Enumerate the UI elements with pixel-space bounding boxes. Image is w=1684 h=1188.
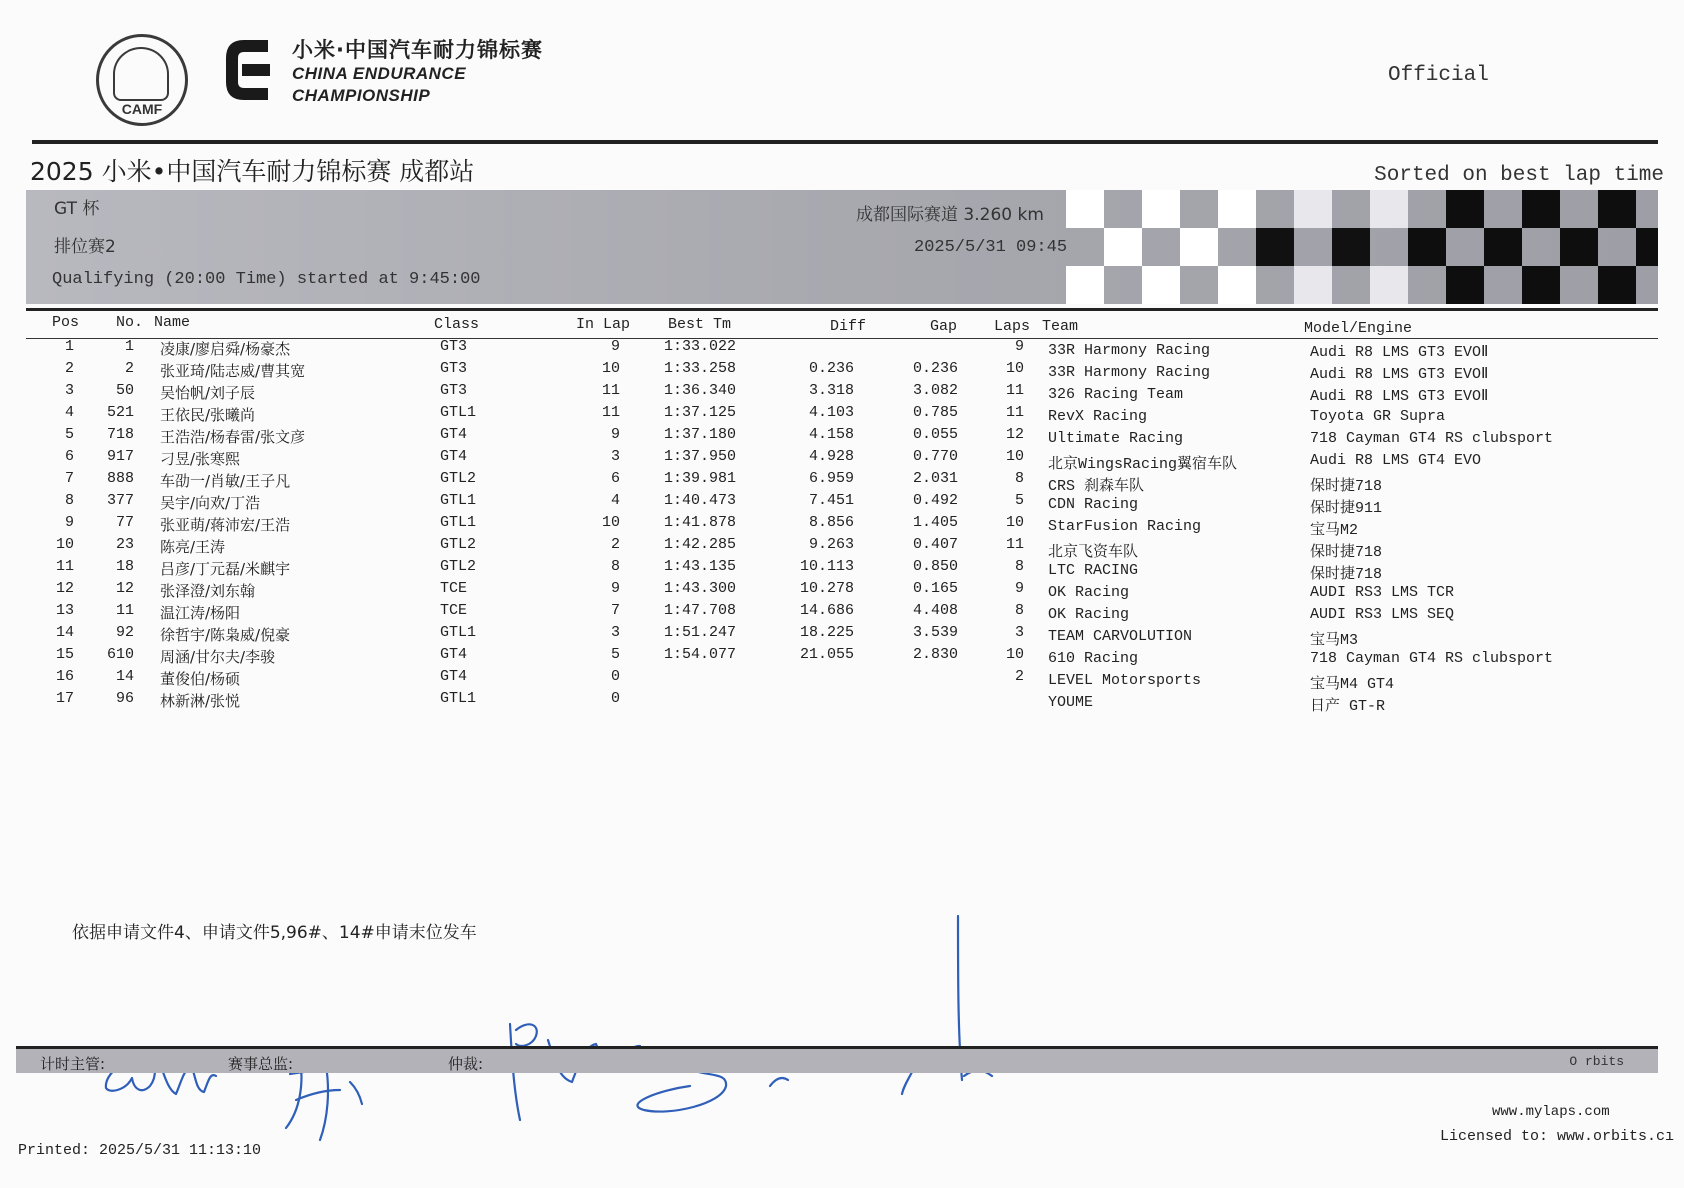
cell-laps: 10: [1005, 448, 1024, 465]
cell-diff: 3.318: [808, 382, 854, 399]
cell-cls: GT4: [440, 448, 468, 465]
cell-laps: 11: [1005, 536, 1024, 553]
cell-pos: 1: [64, 338, 74, 355]
col-model: Model/Engine: [1304, 320, 1413, 337]
cell-best: 1:37.180: [664, 426, 737, 443]
cec-logo-icon: [222, 36, 274, 104]
cell-team: CDN Racing: [1048, 496, 1139, 513]
cell-best: 1:51.247: [664, 624, 737, 641]
header-divider: [32, 140, 1658, 144]
table-row: [0, 646, 1684, 668]
cell-pos: 8: [64, 492, 74, 509]
cell-cls: GTL1: [440, 514, 477, 531]
cell-pos: 15: [55, 646, 74, 663]
cell-laps: 8: [1014, 602, 1024, 619]
flag-square: [1066, 190, 1104, 228]
cell-pos: 14: [55, 624, 74, 641]
cell-no: 1: [124, 338, 134, 355]
cell-cls: GT4: [440, 668, 468, 685]
cell-no: 18: [115, 558, 134, 575]
cell-laps: 5: [1014, 492, 1024, 509]
license-info: Licensed to: www.orbits.cı: [1440, 1128, 1675, 1145]
cell-gap: 1.405: [912, 514, 958, 531]
cell-gap: 0.236: [912, 360, 958, 377]
cell-in-lap: 6: [610, 470, 620, 487]
cell-model: Audi R8 LMS GT3 EVOⅡ: [1310, 366, 1489, 383]
cell-model: 保时捷718: [1310, 544, 1383, 561]
cell-model: AUDI RS3 LMS TCR: [1310, 584, 1455, 601]
cell-cls: GT3: [440, 382, 468, 399]
cell-diff: 10.113: [799, 558, 854, 575]
cell-diff: 4.158: [808, 426, 854, 443]
signature-bar: [16, 1046, 1658, 1073]
cell-model: 保时捷718: [1310, 566, 1383, 583]
cell-pos: 16: [55, 668, 74, 685]
cell-name: 刁昱/张寒熙: [160, 450, 241, 468]
cell-cls: GT3: [440, 360, 468, 377]
cell-cls: GTL1: [440, 492, 477, 509]
seal-text: CAMF: [121, 101, 163, 117]
cell-team: OK Racing: [1048, 584, 1130, 601]
cell-pos: 2: [64, 360, 74, 377]
cell-best: 1:37.950: [664, 448, 737, 465]
table-row: [0, 338, 1684, 360]
cell-gap: 2.031: [912, 470, 958, 487]
cell-team: 北京飞资车队: [1048, 544, 1139, 561]
flag-square: [1218, 190, 1256, 228]
cell-laps: 2: [1014, 668, 1024, 685]
cell-laps: 11: [1005, 404, 1024, 421]
cell-model: 718 Cayman GT4 RS clubsport: [1310, 650, 1554, 667]
cell-diff: 10.278: [799, 580, 854, 597]
cell-model: 日产 GT-R: [1310, 698, 1386, 715]
sort-note: Sorted on best lap time: [1374, 164, 1664, 187]
cell-diff: 18.225: [799, 624, 854, 641]
cell-no: 888: [106, 470, 134, 487]
cell-pos: 12: [55, 580, 74, 597]
cell-cls: GTL1: [440, 690, 477, 707]
series-name: GT 杯: [54, 199, 100, 219]
cell-diff: 9.263: [808, 536, 854, 553]
cell-cls: GTL2: [440, 536, 477, 553]
cell-model: Toyota GR Supra: [1310, 408, 1446, 425]
flag-square: [1142, 190, 1180, 228]
cell-cls: GT4: [440, 646, 468, 663]
cell-laps: 11: [1005, 382, 1024, 399]
cell-in-lap: 2: [610, 536, 620, 553]
cell-diff: 8.856: [808, 514, 854, 531]
flag-square: [1256, 228, 1294, 266]
cell-in-lap: 3: [610, 624, 620, 641]
cell-best: 1:42.285: [664, 536, 737, 553]
session-banner: [26, 190, 1658, 304]
cell-in-lap: 9: [610, 580, 620, 597]
cell-team: OK Racing: [1048, 606, 1130, 623]
cell-model: Audi R8 LMS GT3 EVOⅡ: [1310, 344, 1489, 361]
cell-gap: 0.770: [912, 448, 958, 465]
cell-name: 张亚琦/陆志威/曹其宽: [160, 362, 306, 380]
cell-laps: 12: [1005, 426, 1024, 443]
cell-model: 宝马M4 GT4: [1310, 676, 1395, 693]
cell-name: 徐哲宇/陈枭威/倪豪: [160, 626, 291, 644]
table-row: [0, 536, 1684, 561]
cell-in-lap: 8: [610, 558, 620, 575]
session-info: Qualifying (20:00 Time) started at 9:45:00: [52, 270, 481, 289]
table-row: [0, 514, 1684, 539]
cell-name: 吴怡帆/刘子辰: [160, 384, 256, 402]
cell-no: 92: [115, 624, 134, 641]
cell-model: 保时捷718: [1310, 478, 1383, 495]
cell-gap: 0.492: [912, 492, 958, 509]
table-row: [0, 558, 1684, 583]
cell-cls: TCE: [440, 580, 468, 597]
cell-no: 96: [115, 690, 134, 707]
cell-pos: 6: [64, 448, 74, 465]
cell-in-lap: 9: [610, 426, 620, 443]
brand-name-cn: 小米·中国汽车耐力锦标赛: [292, 38, 543, 62]
cell-team: YOUME: [1048, 694, 1094, 711]
cell-cls: TCE: [440, 602, 468, 619]
flag-square: [1446, 190, 1484, 228]
start-order-note: 依据申请文件4、申请文件5,96#、14#申请末位发车: [72, 923, 477, 943]
cell-laps: 9: [1014, 580, 1024, 597]
cell-in-lap: 7: [610, 602, 620, 619]
cell-best: 1:33.258: [664, 360, 737, 377]
cell-pos: 7: [64, 470, 74, 487]
table-row: [0, 404, 1684, 426]
flag-square: [1142, 266, 1180, 304]
flag-square: [1636, 228, 1658, 266]
col-name: Name: [154, 314, 191, 331]
table-row: [0, 602, 1684, 624]
cell-model: 718 Cayman GT4 RS clubsport: [1310, 430, 1554, 447]
cell-pos: 13: [55, 602, 74, 619]
cell-cls: GTL1: [440, 624, 477, 641]
table-row: [0, 580, 1684, 602]
cell-name: 吕彦/丁元磊/米麒宇: [160, 560, 291, 578]
flag-square: [1104, 228, 1142, 266]
brand-name-en-line1: CHINA ENDURANCE: [292, 64, 467, 83]
col-gap: Gap: [930, 318, 958, 335]
cell-pos: 3: [64, 382, 74, 399]
col-no: No.: [116, 314, 144, 331]
cell-cls: GTL2: [440, 470, 477, 487]
cell-laps: 8: [1014, 558, 1024, 575]
cell-gap: 2.830: [912, 646, 958, 663]
flag-square: [1598, 266, 1636, 304]
col-laps: Laps: [994, 318, 1031, 335]
cell-model: 保时捷911: [1310, 500, 1383, 517]
cell-no: 521: [106, 404, 134, 421]
cell-pos: 10: [55, 536, 74, 553]
cell-diff: 4.103: [808, 404, 854, 421]
cell-team: 33R Harmony Racing: [1048, 342, 1211, 359]
cell-no: 77: [115, 514, 134, 531]
col-diff: Diff: [830, 318, 867, 335]
cell-team: RevX Racing: [1048, 408, 1148, 425]
cell-best: 1:39.981: [664, 470, 737, 487]
cell-model: Audi R8 LMS GT3 EVOⅡ: [1310, 388, 1489, 405]
cell-team: LEVEL Motorsports: [1048, 672, 1202, 689]
cell-model: AUDI RS3 LMS SEQ: [1310, 606, 1455, 623]
flag-square: [1370, 266, 1408, 304]
table-row: [0, 668, 1684, 693]
cell-laps: 10: [1005, 646, 1024, 663]
cell-laps: 10: [1005, 514, 1024, 531]
flag-square: [1598, 190, 1636, 228]
cell-laps: 10: [1005, 360, 1024, 377]
cell-no: 12: [115, 580, 134, 597]
cell-name: 吴宇/向欢/丁浩: [160, 494, 261, 512]
cell-name: 张泽澄/刘东翰: [160, 582, 256, 600]
cell-best: 1:37.125: [664, 404, 737, 421]
cell-pos: 17: [55, 690, 74, 707]
cell-diff: 6.959: [808, 470, 854, 487]
cell-no: 14: [115, 668, 134, 685]
cell-best: 1:43.135: [664, 558, 737, 575]
cell-name: 周涵/甘尔夫/李骏: [160, 648, 276, 666]
cell-no: 50: [115, 382, 134, 399]
cell-diff: 7.451: [808, 492, 854, 509]
session-datetime: 2025/5/31 09:45: [914, 238, 1068, 257]
cell-model: Audi R8 LMS GT4 EVO: [1310, 452, 1482, 469]
cell-best: 1:43.300: [664, 580, 737, 597]
col-best-tm: Best Tm: [668, 316, 732, 333]
cell-team: TEAM CARVOLUTION: [1048, 628, 1193, 645]
cell-model: 宝马M2: [1310, 522, 1359, 539]
cell-best: 1:54.077: [664, 646, 737, 663]
cell-team: 33R Harmony Racing: [1048, 364, 1211, 381]
cell-in-lap: 11: [601, 404, 620, 421]
cell-name: 陈亮/王涛: [160, 538, 226, 556]
cell-in-lap: 11: [601, 382, 620, 399]
cell-gap: 0.165: [912, 580, 958, 597]
cell-model: 宝马M3: [1310, 632, 1359, 649]
steward-label: 仲裁:: [448, 1055, 484, 1073]
cell-gap: 3.082: [912, 382, 958, 399]
cell-name: 凌康/廖启舜/杨豪杰: [160, 340, 291, 358]
cell-name: 王浩浩/杨春雷/张文彦: [160, 428, 306, 446]
great-wall-icon: [113, 47, 169, 101]
cell-team: StarFusion Racing: [1048, 518, 1202, 535]
table-row: [0, 382, 1684, 404]
brand-name-en-line2: CHAMPIONSHIP: [292, 86, 431, 105]
cell-in-lap: 9: [610, 338, 620, 355]
cell-in-lap: 10: [601, 514, 620, 531]
cell-laps: 3: [1014, 624, 1024, 641]
flag-square: [1370, 190, 1408, 228]
cell-team: 326 Racing Team: [1048, 386, 1184, 403]
timing-chief-label: 计时主管:: [40, 1055, 106, 1073]
cell-diff: 0.236: [808, 360, 854, 377]
cell-no: 917: [106, 448, 134, 465]
track-info: 成都国际赛道 3.260 km: [856, 205, 1044, 225]
table-row: [0, 426, 1684, 448]
table-row: [0, 360, 1684, 382]
cell-in-lap: 3: [610, 448, 620, 465]
cell-name: 车劭一/肖敏/王子凡: [160, 472, 291, 490]
cell-diff: 4.928: [808, 448, 854, 465]
cell-diff: 21.055: [799, 646, 854, 663]
table-row: [0, 492, 1684, 517]
cell-gap: 0.785: [912, 404, 958, 421]
cell-team: 北京WingsRacing翼宿车队: [1048, 456, 1238, 473]
flag-square: [1332, 228, 1370, 266]
cell-no: 718: [106, 426, 134, 443]
cell-team: LTC RACING: [1048, 562, 1139, 579]
cell-no: 377: [106, 492, 134, 509]
cell-in-lap: 5: [610, 646, 620, 663]
cell-best: 1:41.878: [664, 514, 737, 531]
table-top-rule: [26, 308, 1658, 311]
official-status: Official: [1388, 64, 1489, 87]
table-row: [0, 448, 1684, 473]
cell-diff: 14.686: [799, 602, 854, 619]
cell-no: 610: [106, 646, 134, 663]
cell-name: 董俊伯/杨硕: [160, 670, 241, 688]
cell-name: 王依民/张曦尚: [160, 406, 256, 424]
cell-best: 1:47.708: [664, 602, 737, 619]
col-pos: Pos: [52, 314, 80, 331]
race-director-label: 赛事总监:: [228, 1055, 294, 1073]
cell-pos: 4: [64, 404, 74, 421]
flag-square: [1560, 228, 1598, 266]
session-name: 排位赛2: [54, 237, 116, 257]
checkered-flag-pattern: [1066, 190, 1658, 304]
cell-team: Ultimate Racing: [1048, 430, 1184, 447]
flag-square: [1446, 266, 1484, 304]
cell-in-lap: 0: [610, 668, 620, 685]
flag-square: [1218, 266, 1256, 304]
cell-pos: 11: [55, 558, 74, 575]
cell-cls: GT4: [440, 426, 468, 443]
col-class: Class: [434, 316, 480, 333]
cell-in-lap: 4: [610, 492, 620, 509]
cell-pos: 5: [64, 426, 74, 443]
cell-cls: GTL1: [440, 404, 477, 421]
cell-name: 林新淋/张悦: [160, 692, 241, 710]
cell-in-lap: 0: [610, 690, 620, 707]
flag-square: [1484, 228, 1522, 266]
cell-cls: GT3: [440, 338, 468, 355]
cell-no: 11: [115, 602, 134, 619]
flag-square: [1522, 190, 1560, 228]
cell-laps: 8: [1014, 470, 1024, 487]
cell-gap: 0.407: [912, 536, 958, 553]
cell-cls: GTL2: [440, 558, 477, 575]
cell-no: 2: [124, 360, 134, 377]
cell-team: 610 Racing: [1048, 650, 1139, 667]
table-row: [0, 470, 1684, 495]
cell-in-lap: 10: [601, 360, 620, 377]
cell-gap: 3.539: [912, 624, 958, 641]
cell-laps: 9: [1014, 338, 1024, 355]
cell-best: 1:40.473: [664, 492, 737, 509]
flag-square: [1066, 266, 1104, 304]
cell-name: 张亚萌/蒋沛宏/王浩: [160, 516, 291, 534]
cell-gap: 0.850: [912, 558, 958, 575]
cell-pos: 9: [64, 514, 74, 531]
orbits-tag: O rbits: [1569, 1054, 1624, 1069]
col-team: Team: [1042, 318, 1079, 335]
camf-seal-logo: [96, 34, 188, 126]
flag-square: [1408, 228, 1446, 266]
cell-name: 温江涛/杨阳: [160, 604, 241, 622]
mylaps-website: www.mylaps.com: [1492, 1104, 1610, 1120]
printed-timestamp: Printed: 2025/5/31 11:13:10: [18, 1142, 262, 1159]
flag-square: [1180, 228, 1218, 266]
flag-square: [1522, 266, 1560, 304]
event-title: 2025 小米•中国汽车耐力锦标赛 成都站: [30, 157, 475, 186]
col-in-lap: In Lap: [576, 316, 631, 333]
cell-gap: 0.055: [912, 426, 958, 443]
cell-team: CRS 刹森车队: [1048, 478, 1145, 495]
flag-square: [1294, 266, 1332, 304]
flag-square: [1294, 190, 1332, 228]
cell-best: 1:33.022: [664, 338, 737, 355]
table-row: [0, 690, 1684, 715]
cell-gap: 4.408: [912, 602, 958, 619]
cell-no: 23: [115, 536, 134, 553]
cell-best: 1:36.340: [664, 382, 737, 399]
table-row: [0, 624, 1684, 649]
